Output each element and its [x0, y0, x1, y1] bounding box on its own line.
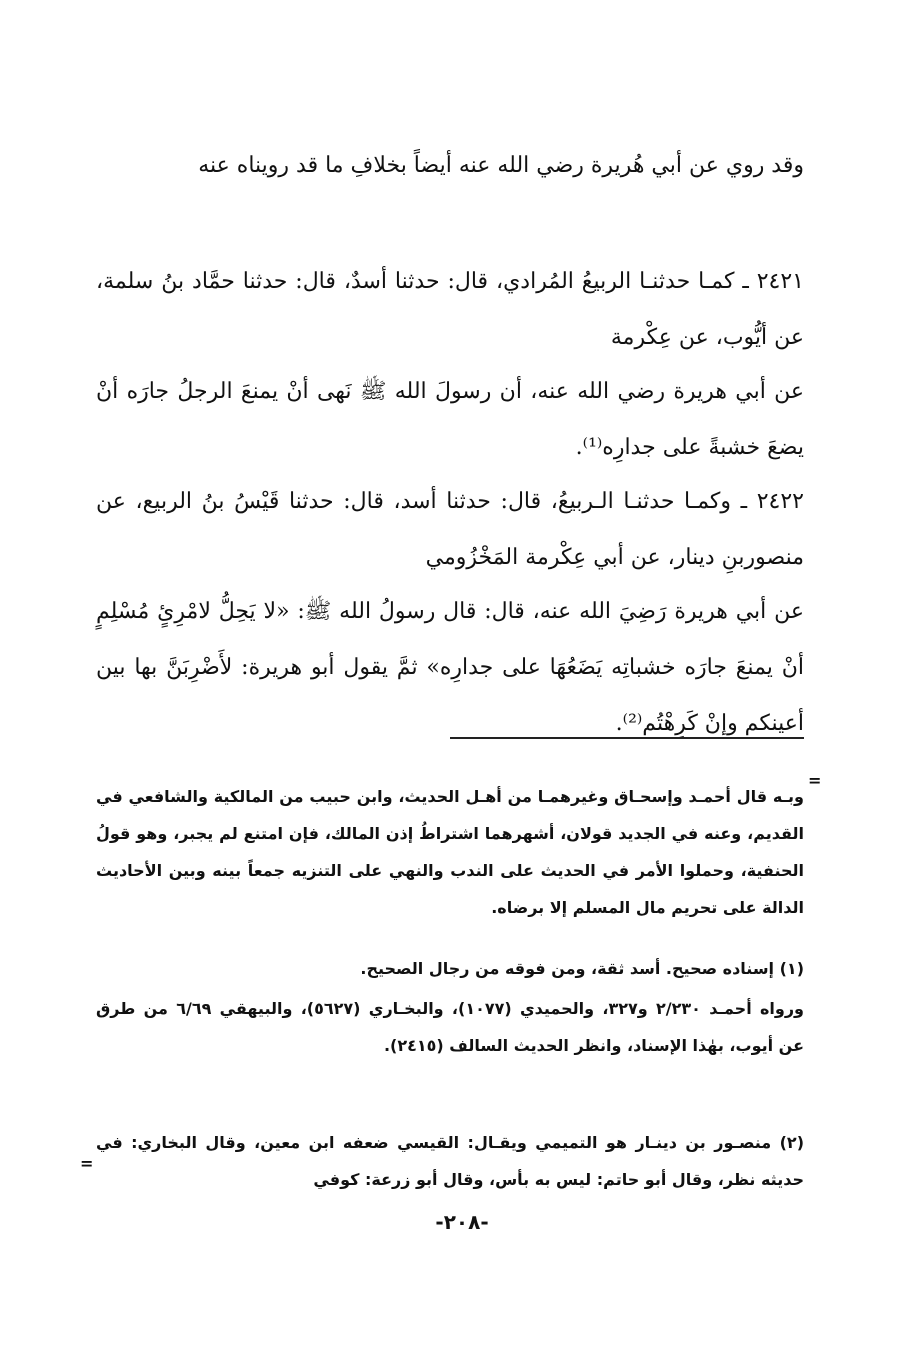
footnote-2: (٢) منصـور بن دينـار هو التميمي ويقـال: القيسي ضعفه ابن معين، وقال البخاري: في حديثه نظر، وقال أبو حاتم: ليس به بأس، وقال أبو زرعة: كوفي	[96, 1133, 804, 1189]
hadith-2421-isnad: ٢٤٢١ ـ كمـا حدثنـا الربيعُ المُرادي، قال: حدثنا أسدٌ، قال: حدثنا حمَّاد بنُ سلمة، عن أيُّوب، عن عِكْرمة	[96, 269, 804, 350]
footnote-2-continuation-marker: =	[80, 1154, 94, 1173]
hadith-2422-text: عن أبي هريرة رَضِيَ الله عنه، قال: قال رسولُ الله ﷺ: «لا يَحِلُّ لامْرِئٍ مُسْلِمٍ أنْ يمنعَ جارَه خشباتِه يَضَعُهَا على جدارِه» ثمَّ يقول أبو هريرة: لأَضْرِبَنَّ بها بين أعينكم وإنْ كَرِهْتُم⁽²⁾.	[96, 599, 804, 736]
footnote-1: (١) إسناده صحيح. أسد ثقة، ومن فوقه من رجال الصحيح.	[360, 959, 804, 978]
footnote-continued-text: وبـه قال أحمـد وإسحـاق وغيرهمـا من أهـل الحديث، وابن حبيب من المالكية والشافعي في القديم، وعنه في الجديد قولان، أشهرهما اشتراطُ إذن المالك، فإن امتنع لم يجبر، وهو قولُ الحنفية، وحملوا الأمر في الحديث على الندب والنهي على التنزيه جمعاً بينه وبين الأحاديث الدالة على تحريم مال المسلم إلا برضاه.	[96, 787, 804, 917]
page-number: -٢٠٨-	[435, 1210, 489, 1234]
footnote-continuation-marker: =	[808, 771, 822, 790]
intro-paragraph: وقد روي عن أبي هُريرة رضي الله عنه أيضاً بخلافِ ما قد رويناه عنه	[198, 153, 804, 178]
footnote-separator	[450, 737, 804, 739]
footnote-1-references: ورواه أحمـد ٢/٢٣٠ و٣٢٧، والحميدي (١٠٧٧)، والبخـاري (٥٦٢٧)، والبيهقي ٦/٦٩ من طرق عن أيوب، بهٰذا الإسناد، وانظر الحديث السالف (٢٤١٥).	[96, 999, 805, 1055]
hadith-2422-isnad: ٢٤٢٢ ـ وكمـا حدثنـا الـربيعُ، قال: حدثنا أسد، قال: حدثنا قَيْسُ بنُ الربيع، عن منصوربنِ دينار، عن أبي عِكْرمة المَخْزُومي	[96, 489, 804, 570]
hadith-2421-text: عن أبي هريرة رضي الله عنه، أن رسولَ الله ﷺ نَهى أنْ يمنعَ الرجلُ جارَه أنْ يضعَ خشبةً على جدارِه⁽¹⁾.	[96, 379, 804, 460]
